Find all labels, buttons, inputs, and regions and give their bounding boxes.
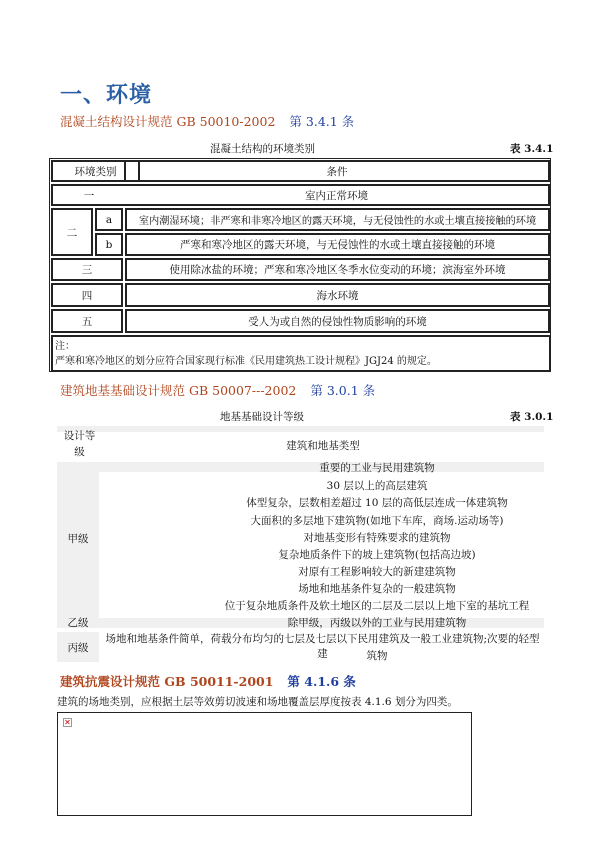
class-label: 一: [83, 189, 95, 202]
table-caption: 混凝土结构的环境类别: [210, 143, 315, 155]
image-placeholder: [57, 712, 472, 816]
note-text: 严寒和寒冷地区的划分应符合国家现行标准《民用建筑热工设计规程》JGJ24 的规定。: [55, 356, 437, 367]
table-number: 表 3.0.1: [510, 411, 554, 423]
grade-a-item: 对原有工程影响较大的新建建筑物: [298, 566, 456, 578]
broken-image-icon: ✕: [64, 717, 71, 727]
grade-a-item: 复杂地质条件下的坡上建筑物(包括高边坡): [278, 549, 476, 561]
grade-a-item: 场地和地基条件复杂的一般建筑物: [298, 583, 456, 595]
class-label-5: 五: [51, 309, 123, 333]
grade-b-text: 除甲级，丙级以外的工业与民用建筑物: [287, 617, 467, 629]
note-label: 注：: [55, 341, 75, 352]
section-title-seismic: [60, 672, 356, 690]
condition-3: 使用除冰盐的环境；严寒和寒冷地区冬季水位变动的环境；滨海室外环境: [125, 258, 550, 281]
section-title-text: 建筑抗震设计规范 GB 50011-2001: [60, 674, 274, 689]
grade-c-text-line2: 筑物: [366, 650, 388, 662]
clause-number: 第 4.1.6 条: [287, 674, 356, 689]
table-note: [51, 335, 551, 372]
grade-b-label: 乙级: [67, 616, 89, 629]
condition-2a: 室内潮湿环境；非严寒和非寒冷地区的露天环境，与无侵蚀性的水或土壤直接接触的环境: [125, 208, 550, 231]
grade-a-item: 重要的工业与民用建筑物: [319, 462, 435, 474]
grade-c-label: 丙级: [67, 641, 89, 654]
section-title-concrete: [60, 112, 354, 130]
table-caption: 地基基础设计等级: [220, 411, 304, 423]
foundation-grade-table: [57, 426, 544, 666]
section-title-text: 混凝土结构设计规范 GB 50010-2002: [60, 114, 276, 129]
grade-a-item: 对地基变形有特殊要求的建筑物: [303, 532, 451, 544]
header-grade: [57, 428, 102, 460]
section-title-text: 建筑地基基础设计规范 GB 50007---2002: [60, 383, 297, 398]
grade-a-label: 甲级: [67, 532, 89, 545]
header-building-type: 建筑和地基类型: [286, 439, 360, 452]
grade-a-item: 大面积的多层地下建筑物(如地下车库，商场.运动场等): [250, 515, 504, 527]
table-number: 表 3.4.1: [510, 143, 554, 155]
condition-2b: 严寒和寒冷地区的露天环境，与无侵蚀性的水或土壤直接接触的环境: [125, 233, 550, 256]
row-class-1: [51, 184, 550, 206]
condition-text: 室内正常环境: [305, 189, 368, 202]
header-grade-line2: 级: [74, 446, 85, 458]
grade-a-item: 位于复杂地质条件及软土地区的二层及二层以上地下室的基坑工程: [224, 600, 530, 612]
header-env-class: 环境类别: [51, 160, 140, 182]
section-title-foundation: [60, 381, 375, 399]
grade-a-item: 体型复杂，层数相差超过 10 层的高低层连成一体建筑物: [246, 497, 508, 509]
class-label-2: 二: [51, 208, 93, 256]
condition-4: 海水环境: [125, 283, 550, 307]
header-condition: 条件: [124, 160, 550, 182]
environment-class-table: [49, 158, 551, 372]
clause-number: 第 3.4.1 条: [289, 114, 355, 129]
sub-label-a: a: [95, 208, 123, 231]
class-label-4: 四: [51, 283, 123, 307]
sub-label-b: b: [95, 233, 123, 256]
site-category-paragraph: 建筑的场地类别，应根据土层等效剪切波速和场地覆盖层厚度按表 4.1.6 划分为四类。: [57, 696, 458, 708]
clause-number: 第 3.0.1 条: [310, 383, 376, 398]
page-heading: 一、环境: [60, 83, 153, 108]
class-label-3: 三: [51, 258, 123, 281]
grade-c-text-line1: 场地和地基条件简单，荷载分布均匀的七层及七层以下民用建筑及一般工业建筑物;次要的轻型建: [105, 633, 540, 660]
condition-5: 受人为或自然的侵蚀性物质影响的环境: [125, 309, 550, 333]
grade-a-item: 30 层以上的高层建筑: [326, 480, 428, 492]
header-grade-line1: 设计等: [63, 430, 96, 442]
